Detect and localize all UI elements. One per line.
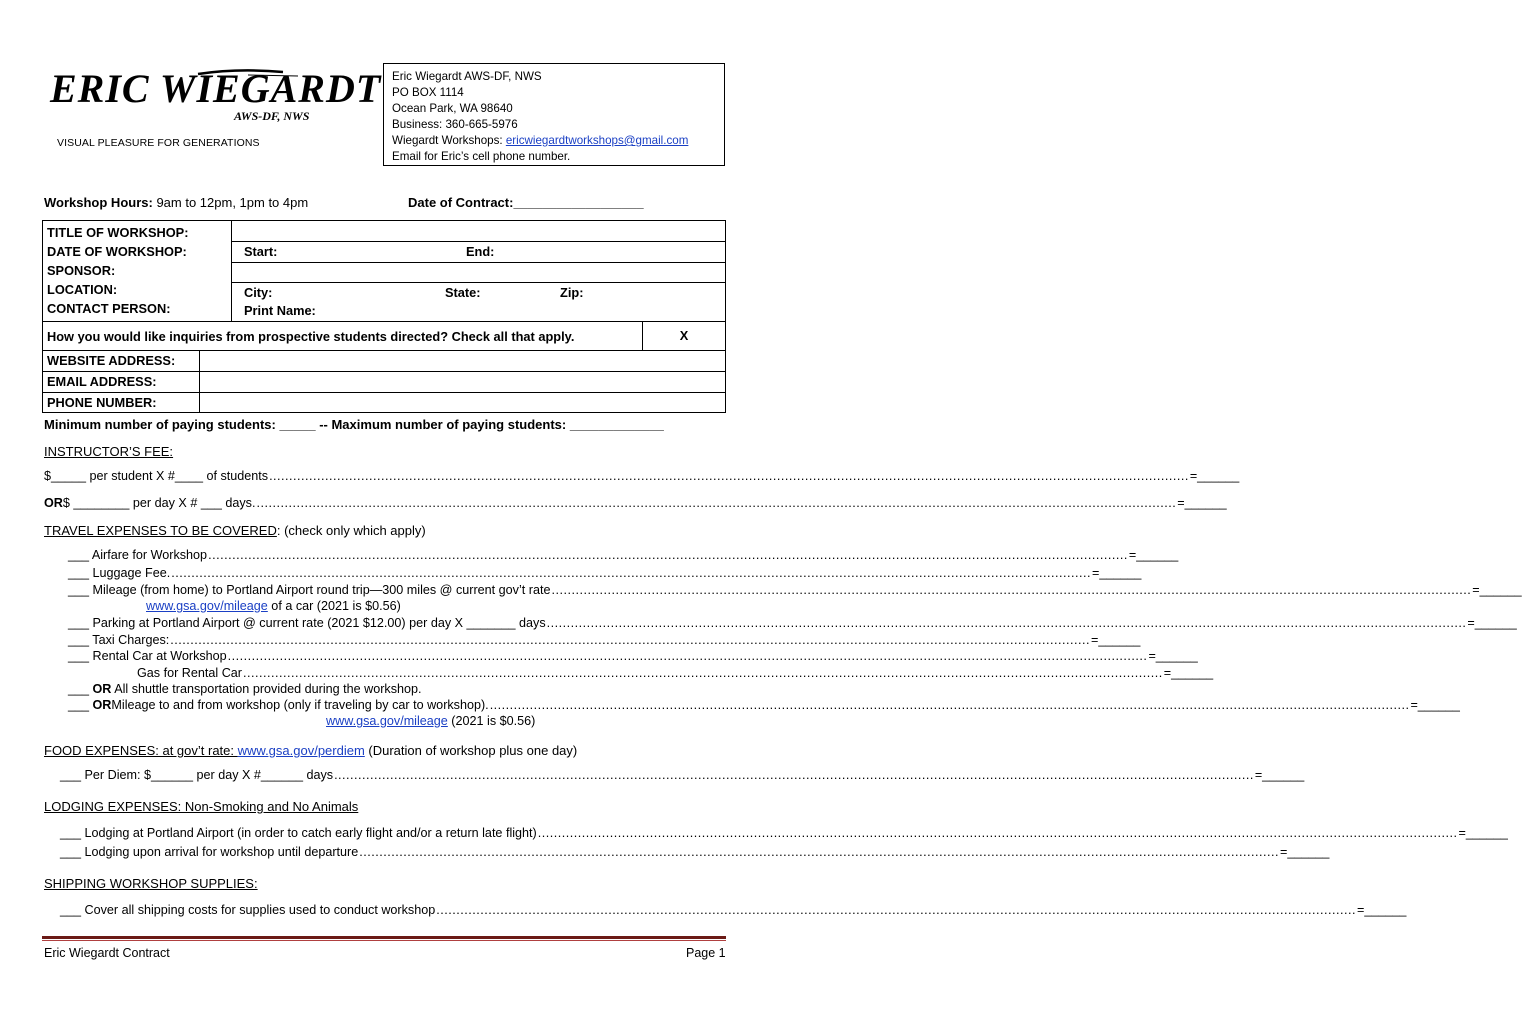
per-student-total: =______	[1189, 469, 1240, 483]
contact-business-phone: Business: 360-665-5976	[392, 118, 518, 131]
footer-title: Eric Wiegardt Contract	[44, 946, 170, 960]
airfare-line[interactable]	[68, 548, 1179, 562]
check-column-header: X	[642, 322, 725, 350]
leader-dots	[538, 826, 1458, 840]
per-diem-line[interactable]	[60, 768, 1305, 782]
airfare-text: ___ Airfare for Workshop	[68, 548, 208, 562]
parking-line[interactable]	[68, 616, 1517, 630]
travel-note: : (check only which apply)	[276, 523, 426, 538]
website-address-label: WEBSITE ADDRESS:	[43, 351, 200, 371]
contact-name: Eric Wiegardt AWS-DF, NWS	[392, 70, 542, 83]
mileage-total: =______	[1472, 583, 1522, 597]
lodging-arrival-total: =______	[1280, 845, 1330, 859]
shuttle-text: All shuttle transportation provided during the workshop.	[111, 682, 422, 696]
hours-label: Workshop Hours:	[44, 195, 153, 210]
food-title-line	[44, 743, 577, 758]
end-label: End:	[466, 244, 495, 259]
leader-dots	[243, 666, 1163, 680]
parking-total: =______	[1467, 616, 1517, 630]
mileage-note-line	[146, 599, 401, 613]
mileage-car-note-line	[326, 714, 535, 728]
travel-title-line	[44, 523, 426, 538]
lodging-arrival-text: ___ Lodging upon arrival for workshop until departure	[60, 845, 359, 859]
email-address-label: EMAIL ADDRESS:	[43, 372, 200, 392]
taxi-total: =______	[1091, 633, 1141, 647]
travel-expenses-title: TRAVEL EXPENSES TO BE COVERED	[44, 523, 277, 538]
mileage-car-text: Mileage to and from workshop (only if traveling by car to workshop).	[111, 698, 489, 712]
rental-car-text: ___ Rental Car at Workshop	[68, 649, 227, 663]
lodging-airport-line[interactable]	[60, 826, 1508, 840]
footer-rule	[42, 936, 726, 939]
page-number: Page 1	[686, 946, 726, 960]
date-of-contract[interactable]: Date of Contract:__________________	[408, 195, 644, 210]
email-address-input[interactable]	[200, 372, 725, 392]
inquiries-row	[43, 322, 726, 351]
per-day-line[interactable]	[44, 496, 1227, 510]
food-expenses-title: FOOD EXPENSES: at gov’t rate:	[44, 743, 238, 758]
workshop-info-table	[42, 220, 726, 413]
contact-methods-row	[43, 351, 726, 413]
leader-dots	[359, 845, 1279, 859]
shipping-supplies-title: SHIPPING WORKSHOP SUPPLIES:	[44, 876, 258, 891]
workshops-email-link[interactable]: ericwiegardtworkshops@gmail.com	[505, 134, 689, 147]
mileage-text: ___ Mileage (from home) to Portland Airport round trip—300 miles @ current gov’t rate	[68, 583, 551, 597]
inquiries-question: How you would like inquiries from prospective students directed? Check all that apply.	[47, 328, 575, 344]
gsa-mileage-link-2[interactable]: www.gsa.gov/mileage	[326, 714, 448, 728]
eric-wiegardt-logo	[48, 60, 382, 128]
contact-person-label: CONTACT PERSON:	[47, 301, 171, 316]
lodging-expenses-title: LODGING EXPENSES: Non-Smoking and No Animals	[44, 799, 359, 814]
taxi-line[interactable]	[68, 633, 1141, 647]
contact-cell-note: Email for Eric’s cell phone number.	[392, 150, 571, 163]
lodging-airport-text: ___ Lodging at Portland Airport (in order to catch early flight and/or a return late flight)	[60, 826, 537, 840]
mileage-line[interactable]	[68, 583, 1522, 597]
workshop-hours	[44, 195, 308, 210]
gsa-mileage-link[interactable]: www.gsa.gov/mileage	[146, 599, 268, 613]
taxi-text: ___ Taxi Charges:	[68, 633, 170, 647]
contact-po-box: PO BOX 1114	[392, 86, 464, 99]
title-input[interactable]	[232, 221, 725, 242]
zip-label: Zip:	[560, 285, 584, 300]
date-of-workshop-label: DATE OF WORKSHOP:	[47, 244, 187, 259]
mileage-rate-note: of a car (2021 is $0.56)	[267, 599, 401, 613]
mileage-car-total: =______	[1410, 698, 1460, 712]
mileage-car-or: OR	[92, 698, 112, 712]
title-of-workshop-label: TITLE OF WORKSHOP:	[47, 225, 189, 240]
per-diem-total: =______	[1254, 768, 1305, 782]
location-row[interactable]	[232, 283, 725, 302]
shipping-text: ___ Cover all shipping costs for supplies used to conduct workshop	[60, 903, 436, 917]
airfare-total: =______	[1128, 548, 1179, 562]
per-student-line[interactable]	[44, 469, 1240, 483]
parking-text: ___ Parking at Portland Airport @ current rate (2021 $12.00) per day X _______ days	[68, 616, 546, 630]
leader-dots	[490, 698, 1410, 712]
lodging-arrival-line[interactable]	[60, 845, 1330, 859]
shuttle-blank: ___	[68, 682, 90, 696]
gas-total: =______	[1163, 666, 1214, 680]
leader-dots	[547, 616, 1467, 630]
shuttle-line[interactable]	[68, 682, 422, 696]
per-day-total: =______	[1177, 496, 1227, 510]
gas-text: Gas for Rental Car	[137, 666, 242, 680]
date-row[interactable]	[232, 242, 725, 263]
food-note: (Duration of workshop plus one day)	[364, 743, 578, 758]
svg-text:AWS-DF, NWS: AWS-DF, NWS	[234, 109, 310, 123]
info-values-cell	[232, 221, 726, 322]
sponsor-input[interactable]	[232, 263, 725, 283]
luggage-line[interactable]	[68, 566, 1142, 580]
leader-dots	[228, 649, 1148, 663]
mileage-car-line[interactable]	[68, 698, 1460, 712]
gas-line[interactable]	[137, 666, 1214, 680]
print-name-row[interactable]	[232, 302, 725, 321]
leader-dots	[436, 903, 1356, 917]
workshops-label: Wiegardt Workshops:	[392, 134, 506, 147]
gsa-perdiem-link[interactable]: www.gsa.gov/perdiem	[237, 743, 365, 758]
mileage-car-blank: ___	[68, 698, 90, 712]
leader-dots	[256, 496, 1176, 510]
state-label: State:	[445, 285, 481, 300]
shipping-total: =______	[1357, 903, 1407, 917]
svg-text:ERIC WIEGARDT: ERIC WIEGARDT	[50, 66, 382, 111]
per-day-text: $ ________ per day X # ___ days.	[62, 496, 256, 510]
students-line[interactable]: Minimum number of paying students: _____ -- Maximum number of paying students: _____________	[44, 417, 664, 432]
per-student-text: $_____ per student X #____ of students	[44, 469, 269, 483]
luggage-text: ___ Luggage Fee.	[68, 566, 171, 580]
leader-dots	[171, 566, 1091, 580]
contact-city: Ocean Park, WA 98640	[392, 102, 513, 115]
contact-workshops	[392, 133, 724, 149]
shipping-line[interactable]	[60, 903, 1407, 917]
leader-dots	[334, 768, 1254, 782]
location-label: LOCATION:	[47, 282, 118, 297]
phone-number-label: PHONE NUMBER:	[43, 393, 200, 412]
or-label: OR	[44, 496, 63, 510]
shuttle-or: OR	[92, 682, 112, 696]
leader-dots	[208, 548, 1128, 562]
per-diem-text: ___ Per Diem: $______ per day X #______ days	[60, 768, 334, 782]
print-name-label: Print Name:	[244, 303, 316, 318]
footer-rule-thin	[42, 940, 726, 941]
luggage-total: =______	[1092, 566, 1142, 580]
contact-box	[383, 63, 725, 166]
hours-value: 9am to 12pm, 1pm to 4pm	[152, 195, 309, 210]
phone-number-input[interactable]	[200, 393, 725, 412]
tagline: VISUAL PLEASURE FOR GENERATIONS	[57, 137, 260, 149]
city-label: City:	[244, 285, 273, 300]
instructor-fee-title: INSTRUCTOR’S FEE:	[44, 444, 174, 459]
rental-car-total: =______	[1148, 649, 1198, 663]
leader-dots	[170, 633, 1090, 647]
info-labels-cell	[43, 221, 232, 322]
leader-dots	[551, 583, 1471, 597]
lodging-airport-total: =______	[1458, 826, 1508, 840]
sponsor-label: SPONSOR:	[47, 263, 116, 278]
start-label: Start:	[244, 244, 278, 259]
leader-dots	[269, 469, 1189, 483]
mileage-car-rate-note: (2021 is $0.56)	[447, 714, 536, 728]
website-address-input[interactable]	[200, 351, 725, 371]
rental-car-line[interactable]	[68, 649, 1198, 663]
